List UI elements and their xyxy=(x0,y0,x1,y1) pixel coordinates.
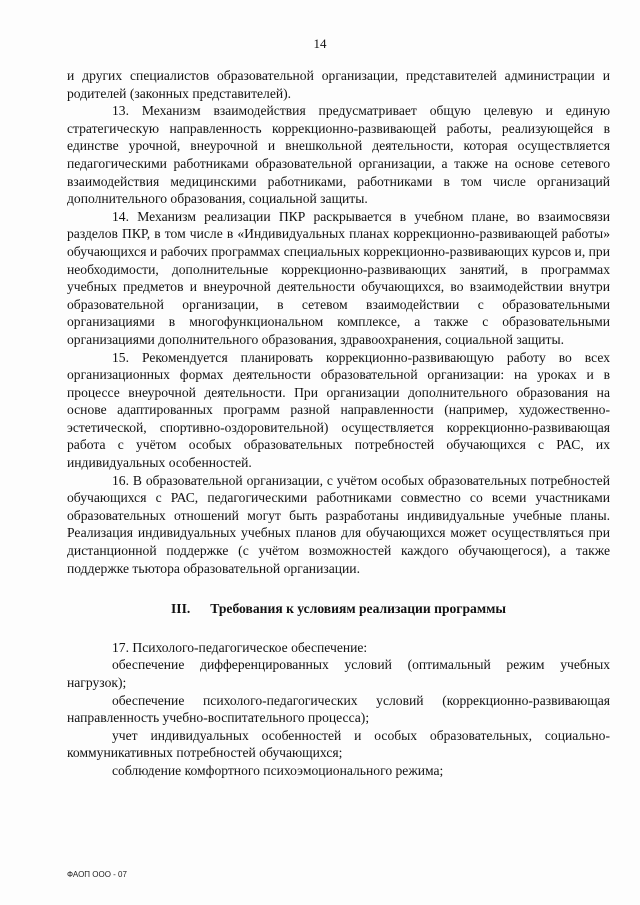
paragraph-continuation: и других специалистов образовательной организации, представителей администрации и родителей (законных представителей). xyxy=(67,68,610,101)
list-item: обеспечение дифференцированных условий (оптимальный режим учебных нагрузок); xyxy=(67,657,610,690)
section-number: III. xyxy=(171,601,191,617)
list-item: учет индивидуальных особенностей и особых образовательных, социально-коммуникативных потребностей обучающихся; xyxy=(67,727,610,761)
list-item: соблюдение комфортного психоэмоционального режима; xyxy=(112,762,444,778)
page-number: 14 xyxy=(313,36,327,51)
paragraph-15: 15. Рекомендуется планировать коррекционно-развивающую работу во всех организационных формах деятельности образовательной организации: на уроках и в процессе внеурочной деятельности. При организации дополнительного образования на основе адаптированных программ разной направленности (например, художественно-эстетической, спортивно-оздоровительной) осуществляется коррекционно-развивающая работа с учётом особых образовательных потребностей обучающихся с РАС, их индивидуальных особенностей. xyxy=(67,349,610,471)
paragraph-17: 17. Психолого-педагогическое обеспечение: xyxy=(112,639,368,655)
section-heading xyxy=(67,600,610,618)
footer-code: ФАОП ООО - 07 xyxy=(67,870,127,879)
list-item: обеспечение психолого-педагогических условий (коррекционно-развивающая направленность учебно-воспитательного процесса); xyxy=(67,692,610,726)
paragraph-13: 13. Механизм взаимодействия предусматривает общую целевую и единую стратегическую направленность коррекционно-развивающей работы, реализующейся в единстве урочной, внеурочной и внешкольной деятельности, которая осуществляется педагогическими работниками образовательной организации, а также на основе сетевого взаимодействия медицинскими работниками, работниками в том числе организаций дополнительного образования, социальной защиты. xyxy=(67,103,610,207)
document-body xyxy=(67,67,610,780)
paragraph-14: 14. Механизм реализации ПКР раскрывается в учебном плане, во взаимосвязи разделов ПКР, в том числе в «Индивидуальных планах коррекционно-развивающей работы» обучающихся и рабочих программах специальных коррекционно-развивающих курсов и, при необходимости, дополнительные коррекционно-развивающих занятий, в программах учебных предметов и внеурочной деятельности обучающихся, во взаимодействии внутри образовательной организации, в сетевом взаимодействии с образовательными организациями в многофункциональном комплексе, а также с образовательными организациями дополнительного образования, здравоохранения, социальной защиты. xyxy=(67,208,610,347)
section-title: Требования к условиям реализации программы xyxy=(210,601,506,617)
paragraph-16: 16. В образовательной организации, с учётом особых образовательных потребностей обучающихся с РАС, педагогическими работниками совместно со всеми участниками образовательных отношений могут быть разработаны индивидуальные учебные планы. Реализация индивидуальных учебных планов для обучающихся может осуществляться при дистанционной поддержке (с учётом возможностей каждого обучающегося), а также поддержке тьютора образовательной организации. xyxy=(67,472,610,576)
